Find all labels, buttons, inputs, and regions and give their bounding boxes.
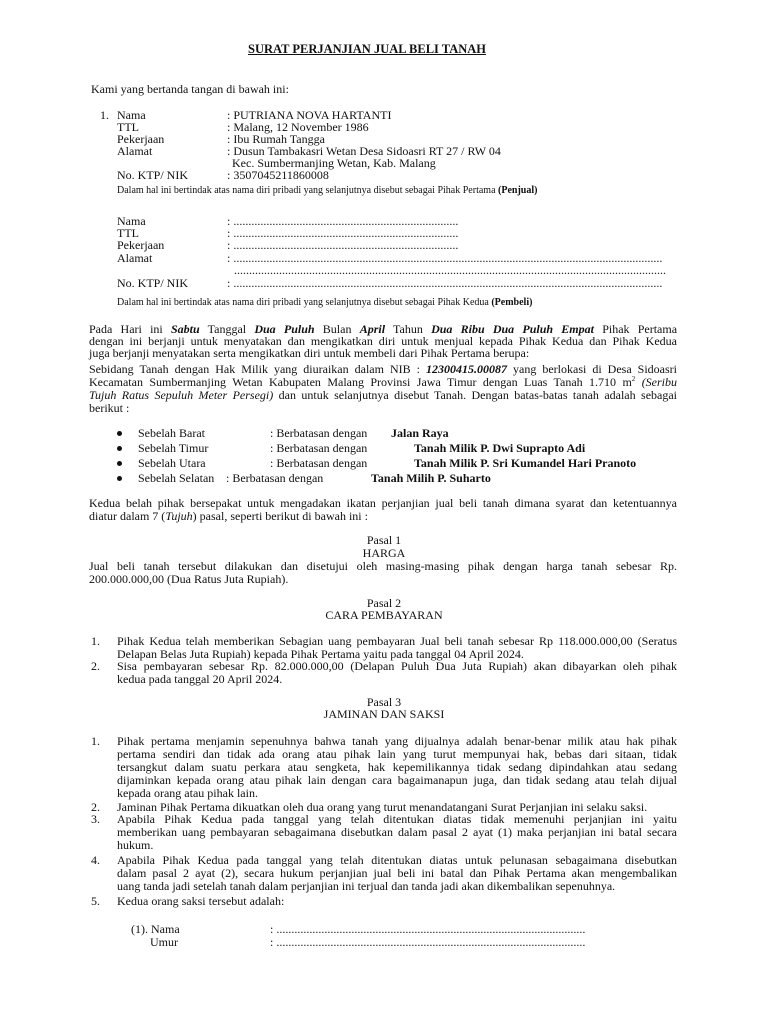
- pasal3-item-number: 5.: [91, 894, 100, 908]
- party1-nik-label: No. KTP/ NIK: [117, 168, 188, 182]
- pasal3-title: JAMINAN DAN SAKSI: [323, 707, 445, 721]
- boundary-text: : Berbatasan dengan: [270, 441, 368, 455]
- boundary-side: Sebelah Selatan: [138, 471, 215, 485]
- party2-role-note: Dalam hal ini bertindak atas nama diri pribadi yang selanjutnya disebut sebagai Pihak Kedua (Pembeli): [117, 297, 533, 308]
- bullet-icon: [117, 461, 122, 466]
- pasal1-number: Pasal 1: [366, 533, 402, 547]
- agreement-line-6: Tujuh Ratus Sepuluh Meter Persegi) dan untuk selanjutnya disebut Tanah. Dengan batas-batas tanah adalah sebagai: [89, 388, 678, 402]
- agreement-line-3: juga berjanji menyatakan serta mengikatkan diri untuk membeli dari Pihak Pertama berupa:: [89, 346, 530, 360]
- boundary-text: : Berbatasan dengan: [270, 456, 368, 470]
- party2-pekerjaan-label: Pekerjaan: [117, 238, 165, 252]
- pasal3-item-line: Jaminan Pihak Pertama dikuatkan oleh dua orang yang turut menandatangani Surat Perjanjian ini selaku saksi.: [117, 800, 648, 814]
- intro-text: Kami yang bertanda tangan di bawah ini:: [91, 82, 289, 96]
- pasal3-item-line: hukum.: [117, 838, 154, 852]
- party2-nama-label: Nama: [117, 214, 146, 228]
- party1-alamat-label: Alamat: [117, 144, 153, 158]
- agreement-line-2: dengan ini berjanji untuk menyatakan dan mengikatkan diri untuk menjual kepada Pihak Kedua dan Pihak Kedua: [89, 334, 677, 348]
- party2-nik-label: No. KTP/ NIK: [117, 276, 188, 290]
- pasal3-item-line: dijaminkan kepada orang atau pihak lain dengan cara bagaimanapun juga, dan tidak sedang atau telah dijual: [117, 773, 677, 787]
- pasal2-item-line: Delapan Belas Juta Rupiah) kepada Pihak Pertama yaitu pada tanggal 04 April 2024.: [117, 647, 524, 661]
- bullet-icon: [117, 431, 122, 436]
- pasal3-item-line: dalam pasal 2 ayat (2), secara hukum perjanjian jual beli ini batal dan Pihak Pertama akan mengembalikan: [117, 866, 677, 880]
- pasal3-item-line: Apabila Pihak Kedua pada tanggal yang telah ditentukan diatas untuk pelunasan sebagaimana disebutkan: [117, 853, 677, 867]
- pasal3-number: Pasal 3: [366, 695, 402, 709]
- boundary-text: : Berbatasan dengan: [270, 426, 368, 440]
- boundary-side: Sebelah Timur: [138, 441, 209, 455]
- pasal2-item-number: 2.: [91, 659, 100, 673]
- witness-umur-label: Umur: [150, 935, 178, 949]
- boundary-text: : Berbatasan dengan: [226, 471, 324, 485]
- pasal3-item-line: Kedua orang saksi tersebut adalah:: [117, 894, 285, 908]
- boundary-owner: Tanah Milik P. Dwi Suprapto Adi: [414, 441, 586, 455]
- party2-alamat-value-1: : ...............................................................................................................................................: [227, 251, 663, 265]
- party1-role-note: Dalam hal ini bertindak atas nama diri pribadi yang selanjutnya disebut sebagai Pihak Pertama (Penjual): [117, 185, 538, 196]
- pasal2-number: Pasal 2: [366, 596, 402, 610]
- pasal2-item-line: kedua pada tanggal 20 April 2024.: [117, 672, 283, 686]
- party1-nama-label: Nama: [117, 108, 146, 122]
- pasal3-item-line: Apabila Pihak Kedua pada tanggal yang telah ditentukan diatas tidak memenuhi perjanjian ini yaitu: [117, 812, 677, 826]
- agreement2-line-2: diatur dalam 7 (Tujuh) pasal, seperti berikut di bawah ini :: [89, 509, 368, 523]
- agreement-line-4: Sebidang Tanah dengan Hak Milik yang diuraikan dalam NIB : 12300415.00087 yang berlokasi di Desa Sidoasri: [89, 362, 678, 376]
- witness-nama-value: : .......................................................................................................: [270, 922, 586, 936]
- witness-nama-label: (1). Nama: [131, 922, 180, 936]
- party1-alamat-value-2: Kec. Sumbermanjing Wetan, Kab. Malang: [232, 156, 436, 170]
- party2-ttl-value: : ...........................................................................: [227, 226, 459, 240]
- agreement-line-1: Pada Hari ini Sabtu Tanggal Dua Puluh Bulan April Tahun Dua Ribu Dua Puluh Empat Pihak Pertama: [89, 322, 678, 336]
- party1-number: 1.: [100, 108, 109, 122]
- pasal1-line-2: 200.000.000,00 (Dua Ratus Juta Rupiah).: [89, 572, 289, 586]
- agreement-line-5: Kecamatan Sumbermanjing Wetan Kabupaten Malang Provinsi Jawa Timur dengan Luas Tanah 1.710 $m^2$ (Seribu: [89, 375, 678, 389]
- pasal3-item-number: 4.: [91, 853, 100, 867]
- pasal3-item-line: memberikan uang pembayaran sebagaimana disebutkan dalam pasal 2 ayat (1) maka perjanjian ini batal secara: [117, 825, 677, 839]
- party2-alamat-label: Alamat: [117, 251, 153, 265]
- pasal2-title: CARA PEMBAYARAN: [325, 608, 443, 622]
- party1-pekerjaan-label: Pekerjaan: [117, 132, 165, 146]
- party1-nama-value: : PUTRIANA NOVA HARTANTI: [227, 108, 392, 122]
- party2-nik-value: : ...............................................................................................................................................: [227, 276, 663, 290]
- boundary-side: Sebelah Utara: [138, 456, 206, 470]
- boundary-owner: Tanah Milih P. Suharto: [371, 471, 491, 485]
- pasal1-title: HARGA: [362, 546, 406, 560]
- pasal3-item-line: tersangkut dalam suatu perkara atau sengketa, hak kepemilikannya tidak sedang dipindahkan atau sedang: [117, 760, 677, 774]
- witness-umur-value: : .......................................................................................................: [270, 935, 586, 949]
- pasal2-item-line: Pihak Kedua telah memberikan Sebagian uang pembayaran Jual beli tanah sebesar Rp 118.000.000,00 (Seratus: [117, 634, 677, 648]
- pasal3-item-number: 3.: [91, 812, 100, 826]
- bullet-icon: [117, 446, 122, 451]
- pasal3-item-number: 1.: [91, 734, 100, 748]
- bullet-icon: [117, 476, 122, 481]
- party1-ttl-label: TTL: [117, 120, 139, 134]
- boundary-owner: Tanah Milik P. Sri Kumandel Hari Pranoto: [414, 456, 637, 470]
- party1-nik-value: : 3507045211860008: [227, 168, 329, 182]
- pasal1-line-1: Jual beli tanah tersebut dilakukan dan disetujui oleh masing-masing pihak dengan harga tanah sebesar Rp.: [89, 559, 677, 573]
- party1-ttl-value: : Malang, 12 November 1986: [227, 120, 369, 134]
- party2-nama-value: : ...........................................................................: [227, 214, 459, 228]
- pasal3-item-line: Pihak pertama menjamin sepenuhnya bahwa tanah yang dijualnya adalah benar-benar milik atau hak pihak: [117, 734, 677, 748]
- party2-alamat-value-2: ................................................................................................................................................: [234, 263, 666, 277]
- document-title: SURAT PERJANJIAN JUAL BELI TANAH: [248, 42, 487, 56]
- pasal2-item-line: Sisa pembayaran sebesar Rp. 82.000.000,00 (Delapan Puluh Dua Juta Rupiah) akan dibayarkan oleh pihak: [117, 659, 677, 673]
- party1-pekerjaan-value: : Ibu Rumah Tangga: [227, 132, 325, 146]
- pasal2-item-number: 1.: [91, 634, 100, 648]
- agreement-line-7: berikut :: [89, 401, 130, 415]
- pasal3-item-line: kepada orang atau pihak lain.: [117, 786, 258, 800]
- party2-pekerjaan-value: : ...........................................................................: [227, 238, 459, 252]
- party1-alamat-value-1: : Dusun Tambakasri Wetan Desa Sidoasri RT 27 / RW 04: [227, 144, 501, 158]
- boundary-owner: Jalan Raya: [391, 426, 449, 440]
- pasal3-item-number: 2.: [91, 800, 100, 814]
- agreement2-line-1: Kedua belah pihak bersepakat untuk mengadakan ikatan perjanjian jual beli tanah dimana syarat dan ketentuannya: [89, 496, 677, 510]
- boundary-side: Sebelah Barat: [138, 426, 205, 440]
- pasal3-item-line: pertama sendiri dan tidak ada orang atau pihak lain yang turut mempunyai hak, bebas dari sitaan, tidak: [117, 747, 677, 761]
- party2-ttl-label: TTL: [117, 226, 139, 240]
- pasal3-item-line: uang tanda jadi setelah tanah dalam perjanjian ini terjual dan tanda jadi akan dikembalikan sepenuhnya.: [117, 879, 616, 893]
